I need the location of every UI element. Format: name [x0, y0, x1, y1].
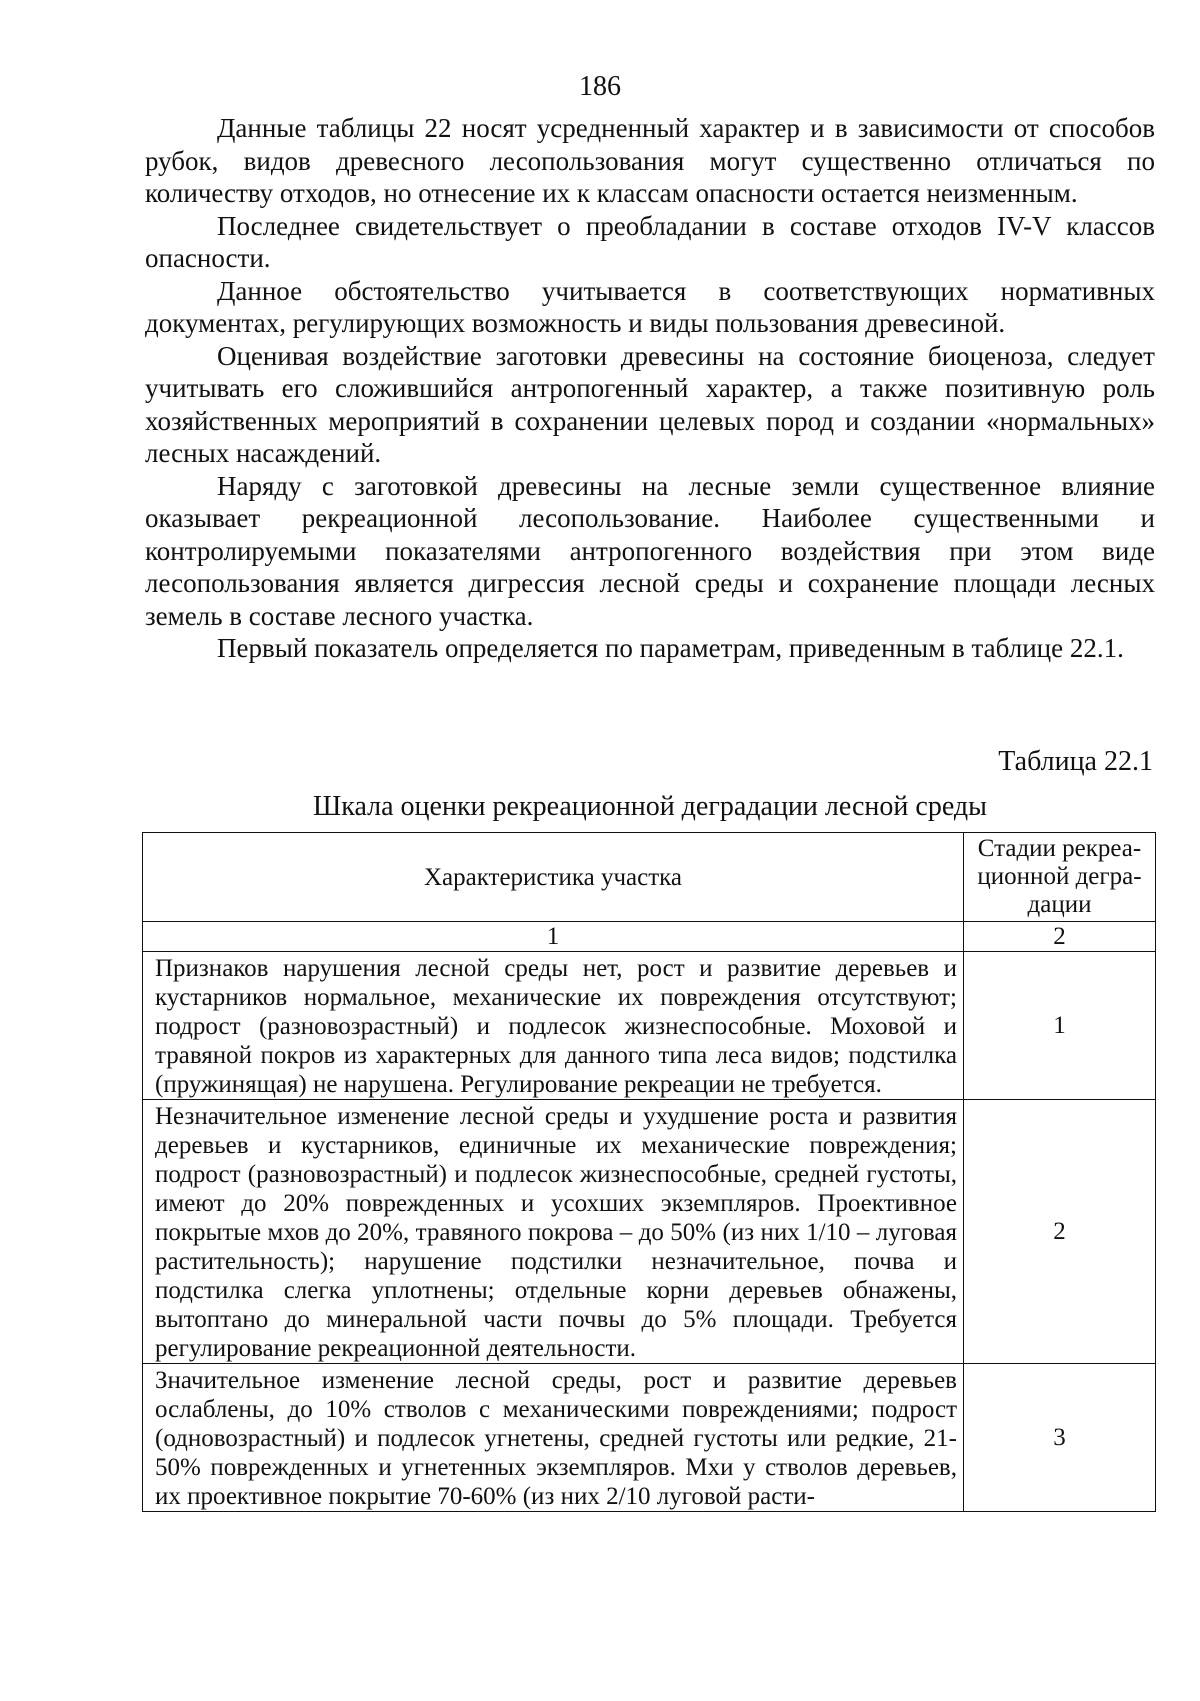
- paragraph: Оценивая воздействие заготовки древесины на состояние биоценоза, следует учитывать его сложившийся антропогенный характер, а также позитивную роль хозяйственных мероприятий в сохранении целевых пород и создании «нормальных» лесных насаждений.: [145, 340, 1155, 468]
- paragraph: Последнее свидетельствует о преобладании в составе отходов IV-V классов опасности.: [145, 210, 1155, 273]
- row-description: Незначительное изменение лесной среды и ухудшение роста и развития деревьев и кустарников, единичные их механические повреждения; подрост (разновозрастный) и подлесок жизнеспособные, средней густоты, имеют до 20% поврежденных и усохших экземпляров. Проективное покрытые мхов до 20%, травяного покрова – до 50% (из них 1/10 – луговая растительность); нарушение подстилки незначительное, почва и подстилка слегка уплотнены; отдельные корни деревьев обнажены, вытоптано до минеральной части почвы до 5% площади. Требуется регулирование рекреационной деятельности.: [143, 1100, 964, 1364]
- table-row: [143, 1100, 1156, 1364]
- header-characteristic: Характеристика участка: [143, 833, 964, 922]
- table-header-row: [143, 833, 1156, 922]
- table-row: [143, 952, 1156, 1100]
- paragraph: Данные таблицы 22 носят усредненный характер и в зависимости от способов рубок, видов древесного лесопользования могут существенно отличаться по количеству отходов, но отнесение их к классам опасности остается неизменным.: [145, 113, 1155, 208]
- column-number-row: [143, 922, 1156, 952]
- page-number: 186: [579, 71, 621, 102]
- degradation-scale-table: [142, 832, 1156, 1512]
- header-stage: Стадии рекреационной деградации: [964, 833, 1156, 922]
- row-description: Значительное изменение лесной среды, рост и развитие деревьев ослаблены, до 10% стволов с механическими повреждениями; подрост (одновозрастный) и подлесок угнетены, средней густоты или редкие, 21-50% поврежденных и угнетенных экземпляров. Мхи у стволов деревьев, их проективное покрытие 70-60% (из них 2/10 луговой расти-: [143, 1364, 964, 1512]
- body-text: [145, 112, 1155, 665]
- row-stage: 3: [964, 1364, 1156, 1512]
- paragraph: Первый показатель определяется по параметрам, приведенным в таблице 22.1.: [217, 633, 1124, 663]
- row-stage: 1: [964, 952, 1156, 1100]
- paragraph: Данное обстоятельство учитывается в соответствующих нормативных документах, регулирующих возможность и виды пользования древесиной.: [145, 275, 1155, 338]
- column-number: 2: [964, 922, 1156, 952]
- column-number: 1: [143, 922, 964, 952]
- table-label: Таблица 22.1: [998, 746, 1153, 777]
- row-description: Признаков нарушения лесной среды нет, рост и развитие деревьев и кустарников нормальное, механические их повреждения отсутствуют; подрост (разновозрастный) и подлесок жизнеспособные. Моховой и травяной покров из характерных для данного типа леса видов; подстилка (пружинящая) не нарушена. Регулирование рекреации не требуется.: [143, 952, 964, 1100]
- row-stage: 2: [964, 1100, 1156, 1364]
- table-title: Шкала оценки рекреационной деградации лесной среды: [313, 791, 987, 822]
- paragraph: Наряду с заготовкой древесины на лесные земли существенное влияние оказывает рекреационной лесопользование. Наиболее существенными и контролируемыми показателями антропогенного воздействия при этом виде лесопользования является дигрессия лесной среды и сохранение площади лесных земель в составе лесного участка.: [145, 470, 1155, 631]
- table-row: [143, 1364, 1156, 1512]
